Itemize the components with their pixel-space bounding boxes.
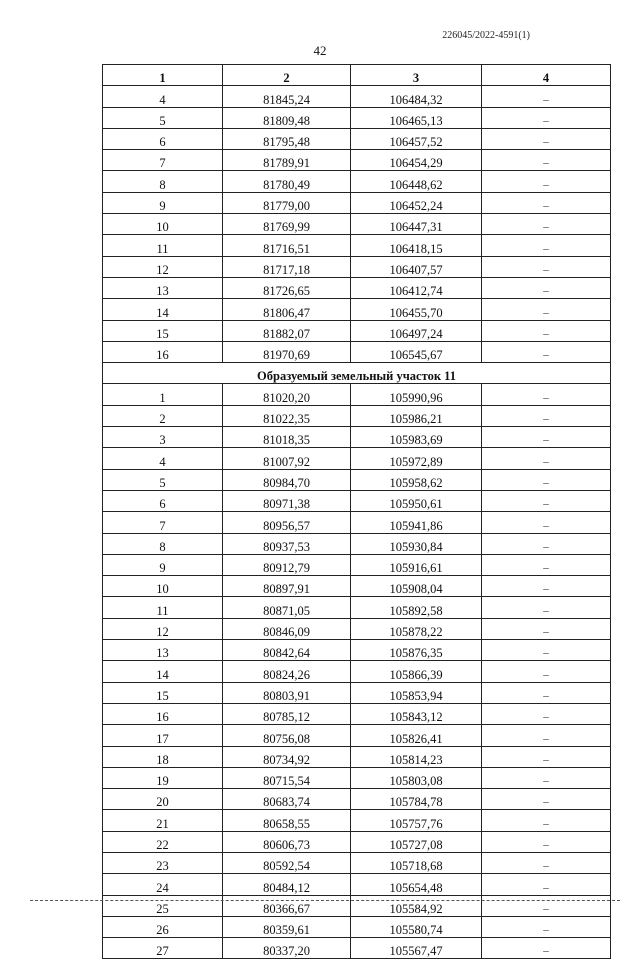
point-number-cell: 16 bbox=[103, 703, 223, 724]
x-coordinate-cell: 81018,35 bbox=[223, 427, 351, 448]
point-number-cell: 18 bbox=[103, 746, 223, 767]
y-coordinate-cell: 105878,22 bbox=[351, 618, 482, 639]
x-coordinate-cell: 81845,24 bbox=[223, 86, 351, 107]
point-number-cell: 15 bbox=[103, 682, 223, 703]
y-coordinate-cell: 105727,08 bbox=[351, 831, 482, 852]
column-4-cell: – bbox=[482, 512, 611, 533]
point-number-cell: 22 bbox=[103, 831, 223, 852]
y-coordinate-cell: 106412,74 bbox=[351, 277, 482, 298]
page-number: 42 bbox=[313, 43, 327, 58]
y-coordinate-cell: 105908,04 bbox=[351, 576, 482, 597]
x-coordinate-cell: 80937,53 bbox=[223, 533, 351, 554]
point-number-cell: 14 bbox=[103, 661, 223, 682]
y-coordinate-cell: 106448,62 bbox=[351, 171, 482, 192]
column-4-cell: – bbox=[482, 299, 611, 320]
column-4-cell: – bbox=[482, 661, 611, 682]
column-4-cell: – bbox=[482, 746, 611, 767]
point-number-cell: 23 bbox=[103, 852, 223, 873]
point-number-cell: 26 bbox=[103, 916, 223, 937]
table-row bbox=[103, 533, 611, 554]
y-coordinate-cell: 106455,70 bbox=[351, 299, 482, 320]
table-row bbox=[103, 277, 611, 298]
x-coordinate-cell: 81882,07 bbox=[223, 320, 351, 341]
column-header-y: 3 bbox=[351, 65, 482, 86]
y-coordinate-cell: 105876,35 bbox=[351, 640, 482, 661]
table-row bbox=[103, 916, 611, 937]
x-coordinate-cell: 81716,51 bbox=[223, 235, 351, 256]
column-4-cell: – bbox=[482, 874, 611, 895]
column-4-cell: – bbox=[482, 767, 611, 788]
point-number-cell: 27 bbox=[103, 938, 223, 959]
column-4-cell: – bbox=[482, 192, 611, 213]
column-header-4: 4 bbox=[482, 65, 611, 86]
y-coordinate-cell: 105757,76 bbox=[351, 810, 482, 831]
table-row bbox=[103, 682, 611, 703]
y-coordinate-cell: 105983,69 bbox=[351, 427, 482, 448]
x-coordinate-cell: 80337,20 bbox=[223, 938, 351, 959]
coordinates-table bbox=[102, 64, 611, 959]
y-coordinate-cell: 106465,13 bbox=[351, 107, 482, 128]
column-4-cell: – bbox=[482, 640, 611, 661]
table-row bbox=[103, 874, 611, 895]
page-bottom-rule bbox=[30, 900, 620, 901]
x-coordinate-cell: 80785,12 bbox=[223, 703, 351, 724]
x-coordinate-cell: 80734,92 bbox=[223, 746, 351, 767]
point-number-cell: 12 bbox=[103, 618, 223, 639]
table-row bbox=[103, 618, 611, 639]
rows-before-section bbox=[103, 86, 611, 363]
x-coordinate-cell: 80956,57 bbox=[223, 512, 351, 533]
x-coordinate-cell: 80366,67 bbox=[223, 895, 351, 916]
x-coordinate-cell: 80359,61 bbox=[223, 916, 351, 937]
x-coordinate-cell: 81970,69 bbox=[223, 341, 351, 362]
table-row bbox=[103, 235, 611, 256]
table-row bbox=[103, 895, 611, 916]
column-4-cell: – bbox=[482, 469, 611, 490]
table-row bbox=[103, 938, 611, 959]
table-header-row bbox=[103, 65, 611, 86]
column-4-cell: – bbox=[482, 852, 611, 873]
y-coordinate-cell: 106418,15 bbox=[351, 235, 482, 256]
table-row bbox=[103, 725, 611, 746]
y-coordinate-cell: 105941,86 bbox=[351, 512, 482, 533]
column-4-cell: – bbox=[482, 171, 611, 192]
point-number-cell: 6 bbox=[103, 128, 223, 149]
table-row bbox=[103, 256, 611, 277]
point-number-cell: 24 bbox=[103, 874, 223, 895]
table-row bbox=[103, 448, 611, 469]
y-coordinate-cell: 106457,52 bbox=[351, 128, 482, 149]
point-number-cell: 11 bbox=[103, 597, 223, 618]
point-number-cell: 9 bbox=[103, 192, 223, 213]
y-coordinate-cell: 106452,24 bbox=[351, 192, 482, 213]
point-number-cell: 7 bbox=[103, 512, 223, 533]
column-4-cell: – bbox=[482, 533, 611, 554]
column-4-cell: – bbox=[482, 86, 611, 107]
y-coordinate-cell: 105950,61 bbox=[351, 490, 482, 511]
table-row bbox=[103, 597, 611, 618]
table-row bbox=[103, 469, 611, 490]
column-4-cell: – bbox=[482, 256, 611, 277]
column-4-cell: – bbox=[482, 810, 611, 831]
table-row bbox=[103, 746, 611, 767]
y-coordinate-cell: 105853,94 bbox=[351, 682, 482, 703]
point-number-cell: 7 bbox=[103, 150, 223, 171]
column-4-cell: – bbox=[482, 703, 611, 724]
y-coordinate-cell: 105990,96 bbox=[351, 384, 482, 405]
y-coordinate-cell: 105930,84 bbox=[351, 533, 482, 554]
column-4-cell: – bbox=[482, 277, 611, 298]
table-row bbox=[103, 576, 611, 597]
y-coordinate-cell: 105986,21 bbox=[351, 405, 482, 426]
column-4-cell: – bbox=[482, 128, 611, 149]
point-number-cell: 16 bbox=[103, 341, 223, 362]
table-row bbox=[103, 150, 611, 171]
column-4-cell: – bbox=[482, 448, 611, 469]
column-4-cell: – bbox=[482, 320, 611, 341]
x-coordinate-cell: 81779,00 bbox=[223, 192, 351, 213]
column-4-cell: – bbox=[482, 597, 611, 618]
column-4-cell: – bbox=[482, 916, 611, 937]
x-coordinate-cell: 81717,18 bbox=[223, 256, 351, 277]
table-row bbox=[103, 192, 611, 213]
point-number-cell: 5 bbox=[103, 107, 223, 128]
column-4-cell: – bbox=[482, 938, 611, 959]
table-row bbox=[103, 405, 611, 426]
point-number-cell: 13 bbox=[103, 277, 223, 298]
x-coordinate-cell: 80912,79 bbox=[223, 554, 351, 575]
y-coordinate-cell: 105972,89 bbox=[351, 448, 482, 469]
y-coordinate-cell: 106407,57 bbox=[351, 256, 482, 277]
column-4-cell: – bbox=[482, 405, 611, 426]
column-header-number: 1 bbox=[103, 65, 223, 86]
x-coordinate-cell: 80715,54 bbox=[223, 767, 351, 788]
table-row bbox=[103, 852, 611, 873]
table-row bbox=[103, 384, 611, 405]
x-coordinate-cell: 81809,48 bbox=[223, 107, 351, 128]
x-coordinate-cell: 80756,08 bbox=[223, 725, 351, 746]
x-coordinate-cell: 80824,26 bbox=[223, 661, 351, 682]
y-coordinate-cell: 106484,32 bbox=[351, 86, 482, 107]
point-number-cell: 25 bbox=[103, 895, 223, 916]
table-row bbox=[103, 107, 611, 128]
column-4-cell: – bbox=[482, 341, 611, 362]
column-4-cell: – bbox=[482, 789, 611, 810]
point-number-cell: 8 bbox=[103, 533, 223, 554]
column-4-cell: – bbox=[482, 831, 611, 852]
point-number-cell: 21 bbox=[103, 810, 223, 831]
column-4-cell: – bbox=[482, 490, 611, 511]
column-4-cell: – bbox=[482, 214, 611, 235]
x-coordinate-cell: 80984,70 bbox=[223, 469, 351, 490]
y-coordinate-cell: 105784,78 bbox=[351, 789, 482, 810]
table-row bbox=[103, 171, 611, 192]
point-number-cell: 4 bbox=[103, 86, 223, 107]
x-coordinate-cell: 80897,91 bbox=[223, 576, 351, 597]
table-row bbox=[103, 490, 611, 511]
point-number-cell: 1 bbox=[103, 384, 223, 405]
y-coordinate-cell: 105654,48 bbox=[351, 874, 482, 895]
table-row bbox=[103, 128, 611, 149]
y-coordinate-cell: 106497,24 bbox=[351, 320, 482, 341]
table-row bbox=[103, 554, 611, 575]
x-coordinate-cell: 81795,48 bbox=[223, 128, 351, 149]
x-coordinate-cell: 81020,20 bbox=[223, 384, 351, 405]
point-number-cell: 9 bbox=[103, 554, 223, 575]
x-coordinate-cell: 81806,47 bbox=[223, 299, 351, 320]
point-number-cell: 14 bbox=[103, 299, 223, 320]
point-number-cell: 19 bbox=[103, 767, 223, 788]
y-coordinate-cell: 105718,68 bbox=[351, 852, 482, 873]
table-row bbox=[103, 640, 611, 661]
column-4-cell: – bbox=[482, 576, 611, 597]
table-row bbox=[103, 341, 611, 362]
point-number-cell: 3 bbox=[103, 427, 223, 448]
point-number-cell: 17 bbox=[103, 725, 223, 746]
section-title: Образуемый земельный участок 11 bbox=[103, 363, 611, 384]
table-row bbox=[103, 427, 611, 448]
column-4-cell: – bbox=[482, 384, 611, 405]
y-coordinate-cell: 106454,29 bbox=[351, 150, 482, 171]
x-coordinate-cell: 81022,35 bbox=[223, 405, 351, 426]
table-row bbox=[103, 789, 611, 810]
column-4-cell: – bbox=[482, 618, 611, 639]
y-coordinate-cell: 105843,12 bbox=[351, 703, 482, 724]
point-number-cell: 20 bbox=[103, 789, 223, 810]
table-row bbox=[103, 661, 611, 682]
table-row bbox=[103, 214, 611, 235]
table-row bbox=[103, 810, 611, 831]
column-4-cell: – bbox=[482, 235, 611, 256]
table-row bbox=[103, 320, 611, 341]
table-row bbox=[103, 831, 611, 852]
y-coordinate-cell: 105803,08 bbox=[351, 767, 482, 788]
x-coordinate-cell: 80803,91 bbox=[223, 682, 351, 703]
column-4-cell: – bbox=[482, 427, 611, 448]
x-coordinate-cell: 80658,55 bbox=[223, 810, 351, 831]
y-coordinate-cell: 105958,62 bbox=[351, 469, 482, 490]
x-coordinate-cell: 81769,99 bbox=[223, 214, 351, 235]
section-row bbox=[103, 363, 611, 384]
column-4-cell: – bbox=[482, 107, 611, 128]
point-number-cell: 10 bbox=[103, 576, 223, 597]
point-number-cell: 4 bbox=[103, 448, 223, 469]
table-row bbox=[103, 512, 611, 533]
x-coordinate-cell: 80592,54 bbox=[223, 852, 351, 873]
point-number-cell: 13 bbox=[103, 640, 223, 661]
y-coordinate-cell: 105866,39 bbox=[351, 661, 482, 682]
point-number-cell: 2 bbox=[103, 405, 223, 426]
y-coordinate-cell: 105580,74 bbox=[351, 916, 482, 937]
x-coordinate-cell: 81726,65 bbox=[223, 277, 351, 298]
document-id: 226045/2022-4591(1) bbox=[442, 30, 530, 41]
column-4-cell: – bbox=[482, 725, 611, 746]
y-coordinate-cell: 105567,47 bbox=[351, 938, 482, 959]
x-coordinate-cell: 80971,38 bbox=[223, 490, 351, 511]
column-header-x: 2 bbox=[223, 65, 351, 86]
table-row bbox=[103, 703, 611, 724]
point-number-cell: 12 bbox=[103, 256, 223, 277]
y-coordinate-cell: 105814,23 bbox=[351, 746, 482, 767]
y-coordinate-cell: 106545,67 bbox=[351, 341, 482, 362]
x-coordinate-cell: 80484,12 bbox=[223, 874, 351, 895]
x-coordinate-cell: 81780,49 bbox=[223, 171, 351, 192]
column-4-cell: – bbox=[482, 682, 611, 703]
x-coordinate-cell: 80871,05 bbox=[223, 597, 351, 618]
column-4-cell: – bbox=[482, 554, 611, 575]
point-number-cell: 10 bbox=[103, 214, 223, 235]
y-coordinate-cell: 105826,41 bbox=[351, 725, 482, 746]
section-row-group bbox=[103, 363, 611, 384]
y-coordinate-cell: 105916,61 bbox=[351, 554, 482, 575]
table-row bbox=[103, 767, 611, 788]
x-coordinate-cell: 80842,64 bbox=[223, 640, 351, 661]
point-number-cell: 15 bbox=[103, 320, 223, 341]
y-coordinate-cell: 105892,58 bbox=[351, 597, 482, 618]
column-4-cell: – bbox=[482, 895, 611, 916]
y-coordinate-cell: 105584,92 bbox=[351, 895, 482, 916]
table-row bbox=[103, 299, 611, 320]
point-number-cell: 6 bbox=[103, 490, 223, 511]
column-4-cell: – bbox=[482, 150, 611, 171]
point-number-cell: 5 bbox=[103, 469, 223, 490]
y-coordinate-cell: 106447,31 bbox=[351, 214, 482, 235]
x-coordinate-cell: 81007,92 bbox=[223, 448, 351, 469]
rows-after-section bbox=[103, 384, 611, 959]
x-coordinate-cell: 80846,09 bbox=[223, 618, 351, 639]
point-number-cell: 11 bbox=[103, 235, 223, 256]
table-row bbox=[103, 86, 611, 107]
x-coordinate-cell: 81789,91 bbox=[223, 150, 351, 171]
x-coordinate-cell: 80683,74 bbox=[223, 789, 351, 810]
x-coordinate-cell: 80606,73 bbox=[223, 831, 351, 852]
point-number-cell: 8 bbox=[103, 171, 223, 192]
